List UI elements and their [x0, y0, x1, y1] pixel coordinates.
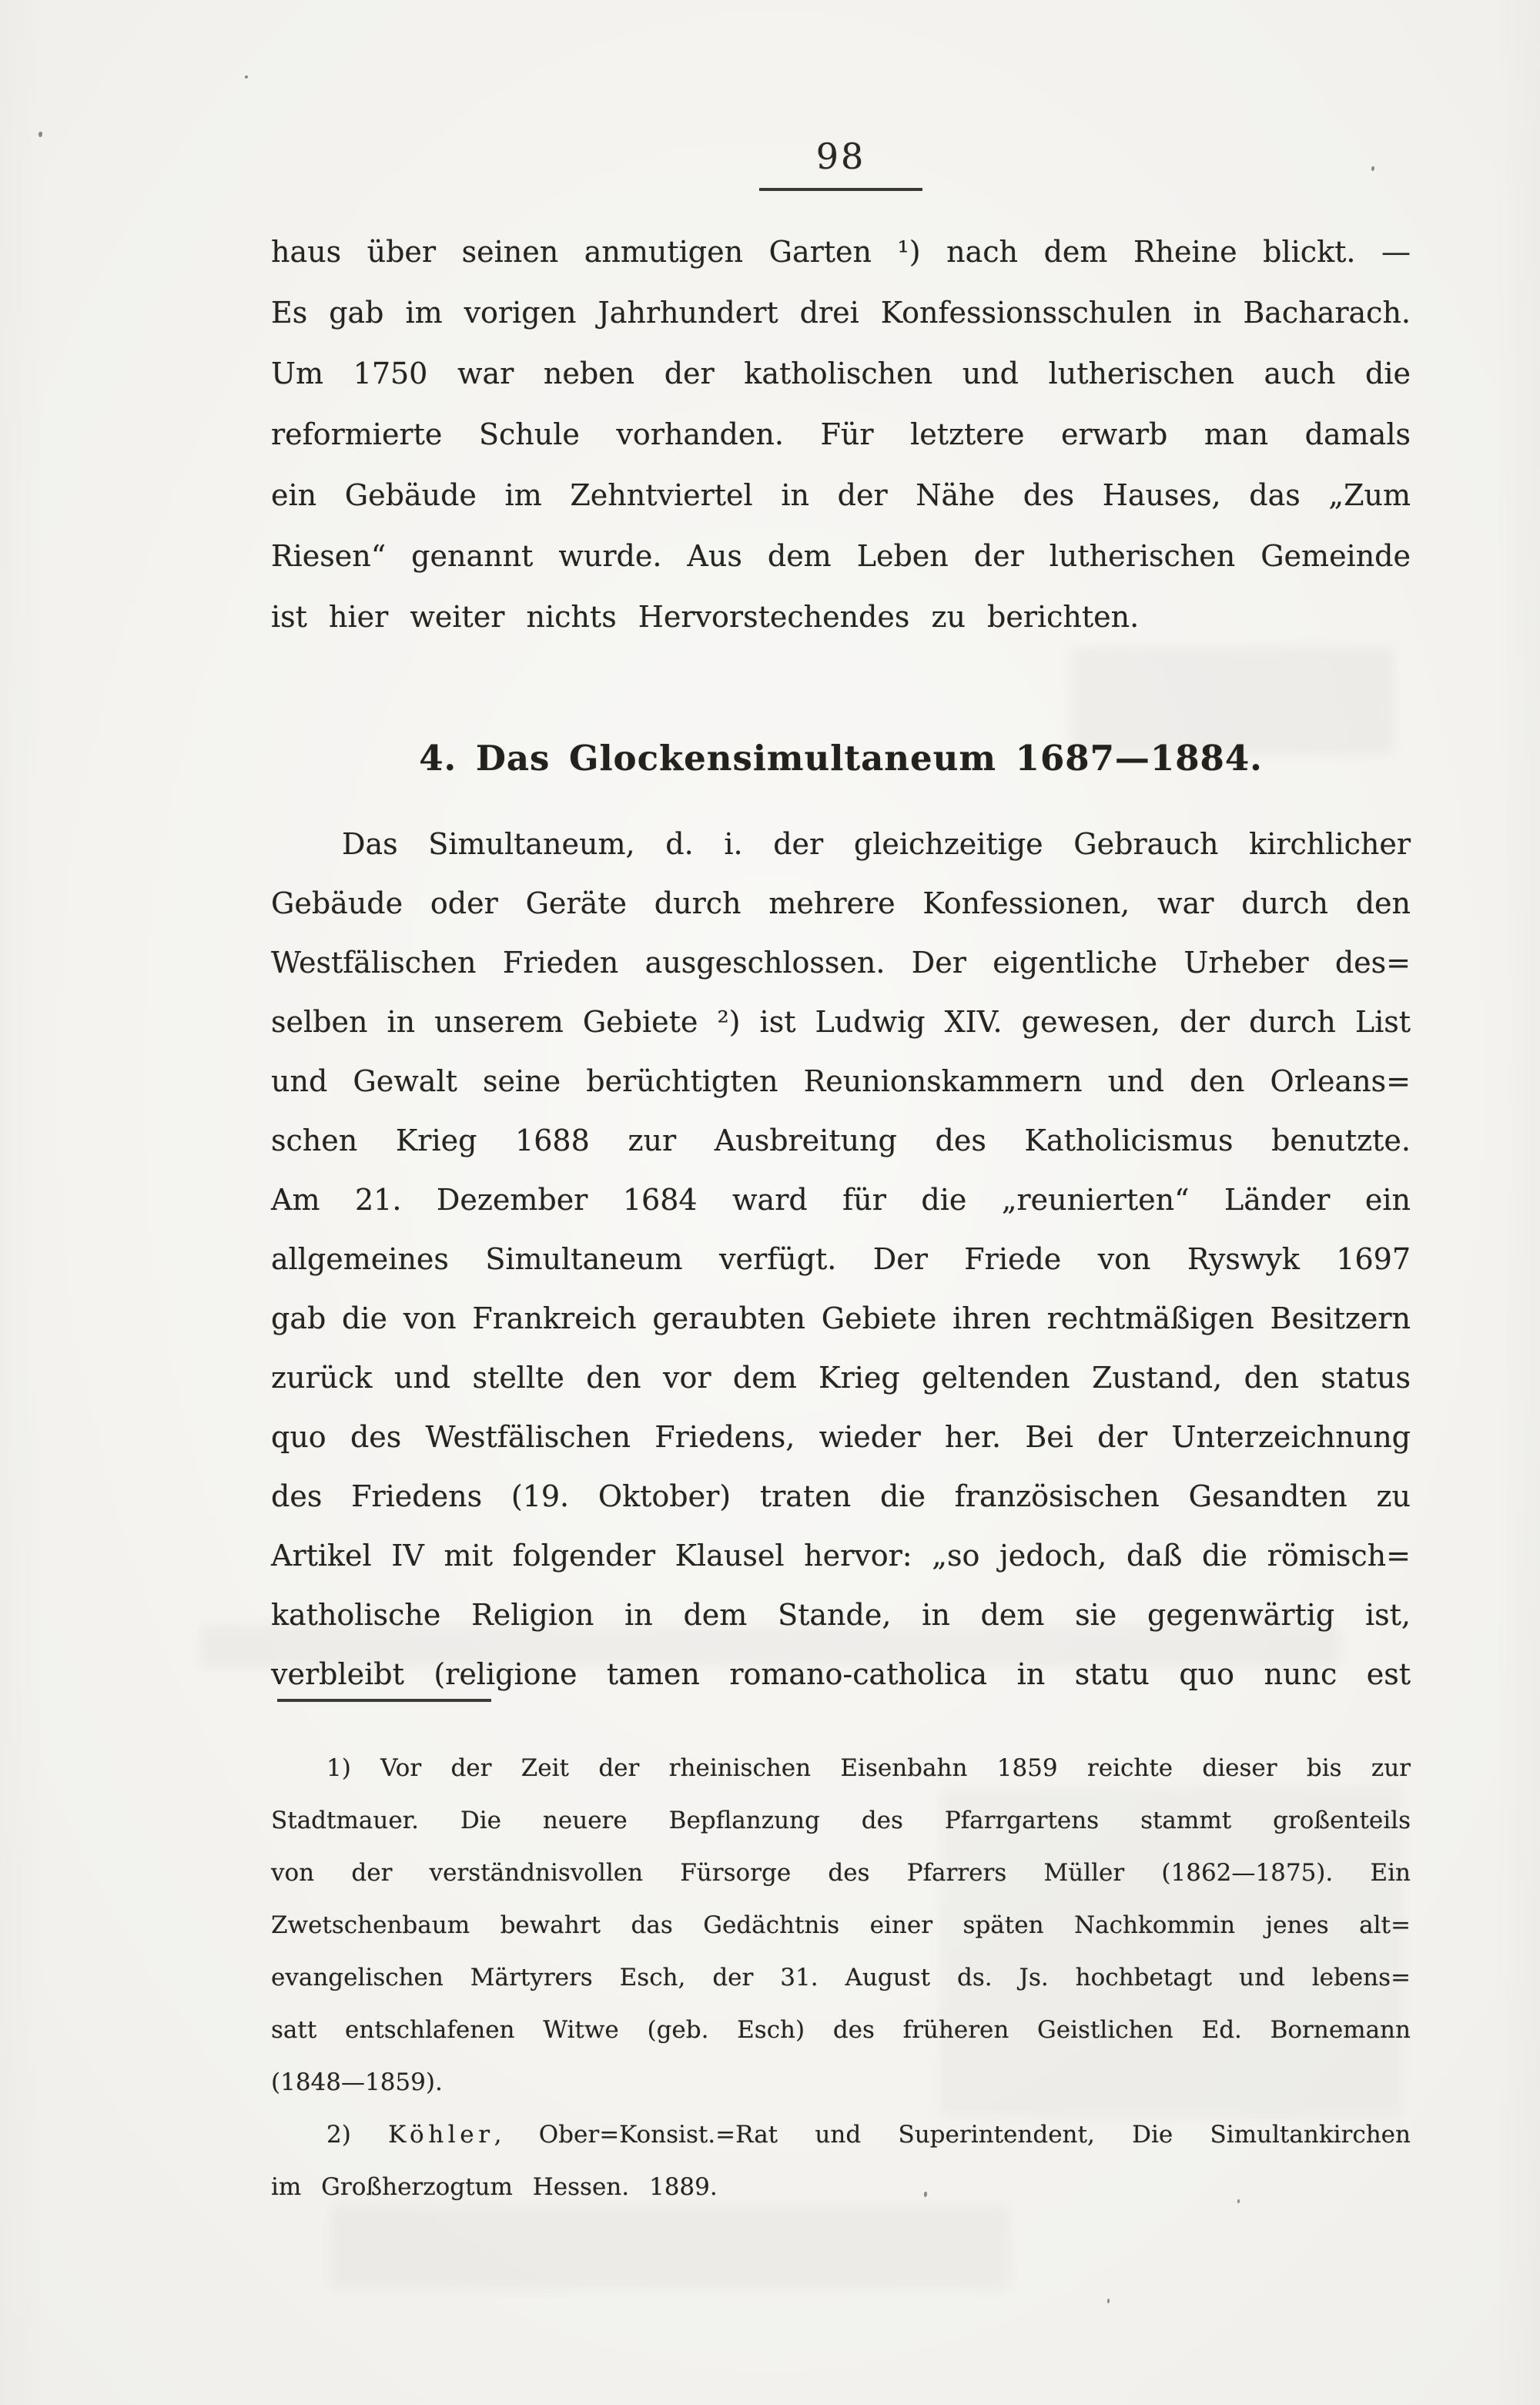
text-line: Artikel IV mit folgender Klausel hervor: „so jedoch, daß die römisch= [271, 1539, 1411, 1573]
dust-speck [38, 132, 42, 137]
footnote-line [271, 2109, 1411, 2161]
footnotes [271, 1742, 1411, 2213]
footnote-line: im Großherzogtum Hessen. 1889. [271, 2173, 718, 2201]
text-line: Es gab im vorigen Jahrhundert drei Konfessionsschulen in Bacharach. [271, 296, 1411, 330]
text-line: haus über seinen anmutigen Garten ¹) nach dem Rheine blickt. — [271, 235, 1411, 269]
footnote-line: 1) Vor der Zeit der rheinischen Eisenbahn 1859 reichte dieser bis zur [326, 1754, 1411, 1782]
text-line: Um 1750 war neben der katholischen und lutherischen auch die [271, 357, 1411, 390]
text-line: verbleibt (religione tamen romano-catholica in statu quo nunc est [271, 1657, 1411, 1691]
text-line: allgemeines Simultaneum verfügt. Der Friede von Ryswyk 1697 [271, 1242, 1411, 1276]
footnote-2 [271, 2109, 1411, 2213]
text-line: katholische Religion in dem Stande, in dem sie gegenwärtig ist, [271, 1598, 1411, 1632]
show-through-smudge [331, 2204, 1009, 2289]
dust-speck [245, 75, 248, 79]
text-line: zurück und stellte den vor dem Krieg geltenden Zustand, den status [271, 1361, 1411, 1395]
footnote-separator-rule [277, 1699, 491, 1702]
footnote-line: (1848—1859). [271, 2068, 443, 2096]
text-line: Westfälischen Frieden ausgeschlossen. Der eigentliche Urheber des= [271, 946, 1411, 980]
text-line: Riesen“ genannt wurde. Aus dem Leben der lutherischen Gemeinde [271, 539, 1411, 573]
text-line: selben in unserem Gebiete ²) ist Ludwig XIV. gewesen, der durch List [271, 1005, 1411, 1039]
text-line: Das Simultaneum, d. i. der gleichzeitige Gebrauch kirchlicher [342, 827, 1411, 861]
footnote-line: von der verständnisvollen Fürsorge des Pfarrers Müller (1862—1875). Ein [271, 1859, 1411, 1887]
section-heading: 4. Das Glockensimultaneum 1687—1884. [419, 738, 1263, 779]
text-line: gab die von Frankreich geraubten Gebiete ihren rechtmäßigen Besitzern [271, 1301, 1411, 1335]
footnote-marker: 2) [326, 2121, 389, 2149]
continuation-paragraph [271, 222, 1411, 648]
text-line: und Gewalt seine berüchtigten Reunionskammern und den Orleans= [271, 1064, 1411, 1098]
author-name: Köhler [388, 2121, 494, 2149]
footnote-text: , Ober=Konsist.=Rat und Superintendent, Die Simultankirchen [494, 2121, 1411, 2149]
text-line: des Friedens (19. Oktober) traten die französischen Gesandten zu [271, 1479, 1411, 1513]
footnote-1 [271, 1742, 1411, 2109]
dust-speck [1107, 2299, 1110, 2303]
text-line: Gebäude oder Geräte durch mehrere Konfessionen, war durch den [271, 886, 1411, 920]
text-line: schen Krieg 1688 zur Ausbreitung des Katholicismus benutzte. [271, 1124, 1411, 1157]
footnote-line: Stadtmauer. Die neuere Bepflanzung des Pfarrgartens stammt großenteils [271, 1807, 1411, 1834]
text-line: ist hier weiter nichts Hervorstechendes zu berichten. [271, 600, 1140, 634]
text-line: quo des Westfälischen Friedens, wieder her. Bei der Unterzeichnung [271, 1420, 1411, 1454]
text-line: ein Gebäude im Zehntviertel in der Nähe des Hauses, das „Zum [271, 478, 1411, 512]
footnote-line: Zwetschenbaum bewahrt das Gedächtnis einer späten Nachkommin jenes alt= [271, 1911, 1411, 1939]
page-header [271, 136, 1411, 191]
text-line: reformierte Schule vorhanden. Für letztere erwarb man damals [271, 417, 1411, 451]
footnote-line: evangelischen Märtyrers Esch, der 31. August ds. Js. hochbetagt und lebens= [271, 1964, 1411, 1991]
footnote-line: satt entschlafenen Witwe (geb. Esch) des früheren Geistlichen Ed. Bornemann [271, 2016, 1411, 2044]
page-number: 98 [759, 136, 923, 191]
text-line: Am 21. Dezember 1684 ward für die „reunierten“ Länder ein [271, 1183, 1411, 1217]
main-paragraph [271, 815, 1411, 1704]
